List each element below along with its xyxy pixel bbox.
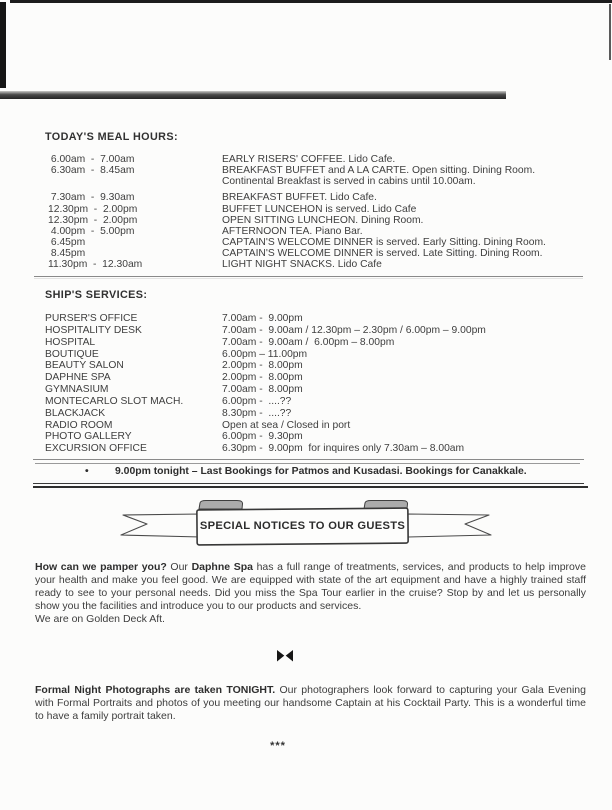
service-name: MONTECARLO SLOT MACH.	[45, 395, 184, 407]
formal-night-paragraph	[35, 684, 586, 723]
ribbon-left-tail	[121, 514, 201, 537]
service-name: BEAUTY SALON	[45, 360, 124, 372]
service-row	[45, 408, 594, 420]
meal-hours-row	[48, 154, 594, 165]
ships-services-heading: SHIP'S SERVICES:	[45, 289, 148, 301]
scan-right-edge-mark	[609, 4, 611, 60]
meal-hours-row	[48, 259, 594, 270]
service-hours: 6.00pm - ....??	[222, 395, 292, 407]
service-row	[45, 372, 594, 384]
meal-hours-row	[48, 248, 594, 259]
service-hours: 7.00am - 9.00pm	[222, 313, 303, 324]
section-divider-rule	[34, 276, 583, 277]
service-name: HOSPITALITY DESK	[45, 324, 142, 336]
spa-name-bold: Daphne Spa	[191, 561, 253, 573]
meal-description: BREAKFAST BUFFET and A LA CARTE. Open sitting. Dining Room.	[222, 165, 536, 177]
scan-left-edge-mark	[0, 2, 6, 88]
service-hours: 2.00pm - 8.00pm	[222, 372, 303, 384]
meal-time: 7.30am - 9.30am	[48, 192, 135, 204]
meal-hours-row	[48, 226, 594, 237]
meal-description: AFTERNOON TEA. Piano Bar.	[222, 225, 363, 237]
meal-hours-row	[48, 215, 594, 226]
header-divider-bar	[0, 91, 506, 99]
service-hours: 6.30pm - 9.00pm for inquires only 7.30am – 8.00am	[222, 443, 465, 455]
meal-hours-table	[48, 154, 594, 271]
service-hours: 8.30pm - ....??	[222, 407, 292, 419]
ships-services-table	[45, 313, 594, 455]
footer-divider: ***	[270, 740, 286, 752]
bookings-notice	[33, 466, 584, 477]
spa-paragraph	[35, 561, 586, 626]
meal-description: CAPTAIN'S WELCOME DINNER is served. Late Sitting. Dining Room.	[222, 248, 543, 260]
ribbon-right-tail	[408, 514, 491, 537]
service-row	[45, 313, 594, 325]
service-name: BLACKJACK	[45, 407, 106, 419]
service-row	[45, 431, 594, 443]
service-row	[45, 420, 594, 432]
special-notices-ribbon-banner	[111, 499, 501, 553]
meal-hours-row	[48, 176, 594, 187]
service-row	[45, 360, 594, 372]
service-name: GYMNASIUM	[45, 384, 109, 396]
service-hours: 6.00pm – 11.00pm	[222, 348, 308, 360]
service-hours: 7.00am - 8.00pm	[222, 384, 303, 396]
service-hours: Open at sea / Closed in port	[222, 419, 351, 431]
bowtie-divider-icon	[277, 649, 293, 661]
meal-description: LIGHT NIGHT SNACKS. Lido Cafe	[222, 259, 382, 271]
bullet-icon: •	[85, 466, 89, 477]
service-hours: 6.00pm - 9.30pm	[222, 431, 303, 443]
bookings-notice-text: 9.00pm tonight – Last Bookings for Patmos and Kusadasi. Bookings for Canakkale.	[115, 466, 527, 477]
meal-time	[48, 176, 222, 187]
service-hours: 7.00am - 9.00am / 12.30pm – 2.30pm / 6.00pm – 9.00pm	[222, 324, 486, 336]
service-name: PURSER'S OFFICE	[45, 313, 138, 324]
meal-description: BREAKFAST BUFFET. Lido Cafe.	[222, 192, 377, 204]
meal-time: 6.00am - 7.00am	[48, 154, 135, 165]
special-notices-banner-title: SPECIAL NOTICES TO OUR GUESTS	[199, 520, 406, 532]
meal-description: OPEN SITTING LUNCHEON. Dining Room.	[222, 214, 424, 226]
meal-time: 8.45pm	[48, 248, 86, 260]
meal-hours-row	[48, 204, 594, 215]
service-row	[45, 349, 594, 361]
meal-time: 4.00pm - 5.00pm	[48, 225, 135, 237]
spa-paragraph-lead: How can we pamper you?	[35, 561, 167, 573]
scan-top-edge-line	[10, 0, 612, 3]
service-name: RADIO ROOM	[45, 419, 113, 431]
service-name: BOUTIQUE	[45, 348, 99, 360]
meal-description: BUFFET LUNCEHON is served. Lido Cafe	[222, 203, 417, 215]
meal-hours-heading: TODAY'S MEAL HOURS:	[45, 131, 178, 143]
spa-paragraph-mid: Our	[166, 561, 192, 573]
meal-time: 12.30pm - 2.00pm	[48, 214, 138, 226]
meal-hours-row	[48, 192, 594, 203]
service-row	[45, 443, 594, 455]
formal-night-rest: Our photographers look forward to capturing your Gala Evening with Formal Portraits and photos of you meeting our handsome Captain at his Cocktail Party. This is a wonderful time to have a family portrait taken.	[35, 684, 586, 722]
meal-description: EARLY RISERS' COFFEE. Lido Cafe.	[222, 154, 396, 165]
service-name: DAPHNE SPA	[45, 372, 111, 384]
ribbon-left-curl	[199, 501, 243, 510]
meal-time: 11.30pm - 12.30am	[48, 259, 143, 271]
meal-description: Continental Breakfast is served in cabins until 10.00am.	[222, 176, 476, 188]
service-row	[45, 396, 594, 408]
meal-hours-row	[48, 165, 594, 176]
meal-time: 6.45pm	[48, 237, 86, 249]
service-row	[45, 325, 594, 337]
spa-location-line: We are on Golden Deck Aft.	[35, 612, 165, 625]
formal-night-lead: Formal Night Photographs are taken TONIGHT.	[35, 684, 276, 696]
service-hours: 2.00pm - 8.00pm	[222, 360, 303, 372]
meal-time: 12.30pm - 2.00pm	[48, 203, 138, 215]
spa-paragraph-rest: has a full range of treatments, services, and products to help improve your health and make you feel good. We are equipped with state of the art equipment and have a highly trained staff ready to see to your personal needs. Did you miss the Spa Tour earlier in the cruise? Stop by and let us personally show you the facilities and introduce you to our products and services.	[35, 561, 586, 612]
service-name: EXCURSION OFFICE	[45, 443, 147, 455]
meal-time: 6.30am - 8.45am	[48, 165, 135, 177]
service-hours: 7.00am - 9.00am / 6.00pm – 8.00pm	[222, 336, 395, 348]
meal-hours-row	[48, 237, 594, 248]
service-row	[45, 337, 594, 349]
meal-description: CAPTAIN'S WELCOME DINNER is served. Early Sitting. Dining Room.	[222, 237, 546, 249]
service-name: HOSPITAL	[45, 336, 96, 348]
service-name: PHOTO GALLERY	[45, 431, 132, 443]
service-row	[45, 384, 594, 396]
bookings-notice-band	[33, 459, 584, 484]
